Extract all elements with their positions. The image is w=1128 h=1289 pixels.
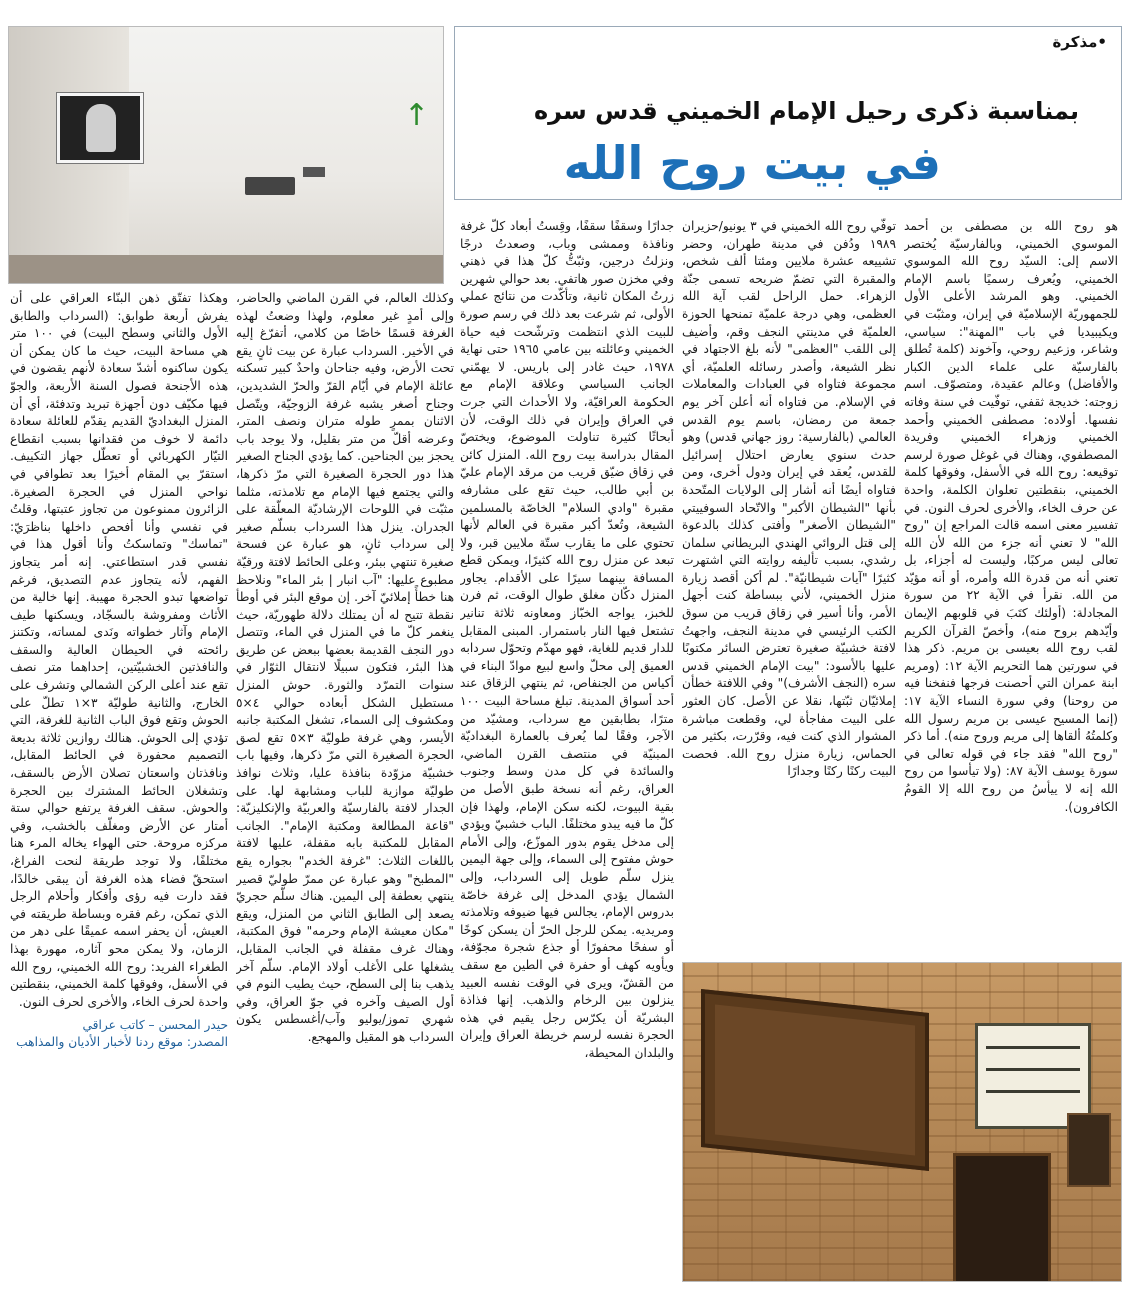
- subtitle: بمناسبة ذكرى رحيل الإمام الخميني قدس سره: [534, 97, 1079, 125]
- house-doorway: [953, 1153, 1051, 1282]
- article-column-5: [10, 290, 228, 1282]
- house-entrance-photo: [682, 962, 1122, 1282]
- wall-shelf-books: [245, 177, 295, 195]
- column-text: هو روح الله بن مصطفى بن أحمد الموسوي الخميني، وبالفارسيّة يُختصر الاسم إلى: السيّد روح الله الموسوي الخميني، ويُعرف رسميًا باسم الإمام الخميني. وهو المرشد الأعلى الأول للجمهوريّة الإسلاميّة في إيران، ومثبّت في ويكيبيديا في باب "المهنة": سياسي، وشاعر، وزعيم روحي، وآخوند (كلمة تُطلق بالفارسيّة على علماء الدين الكبار والأفاضل) وعالم عقيدة، ومتصوّف. اسم زوجته: خديجة ثقفي، توفّيت في سنة وفاته نفسها. أولاده: مصطفى الخميني وأحمد الخميني وزهراء الخميني وفريدة المصطفوي، وهناك في غوغل صورة لرسم توقيعه: روح الله في الأسفل، وفوقها كلمة الخميني، بنقطتين تعلوان الكلمة، واحدة عن حرف الخاء، والأخرى لحرف النون. في تفسير معنى اسمه قالت المراجع إن "روح الله" لا تعني أنه جزء من الله لأن الله تعالى ليس مركبًا، وليست له أجزاء، بل تعني أنه من قدرة الله وأمره، أو أنه مؤيّد من الله. نقرأ في الآية ٢٢ من سورة المجادلة: (أولئك كتَبَ في قلوبهم الإيمان وأيّدهم بروح منه)، وأخصّ القرآن الكريم لقب روح الله بعيسى بن مريم. ذكر هذا في سورتين هما التحريم الآية ١٢: (ومريم ابنة عمران التي أحصنت فرجها فنفخنا فيه من روحنا) وفي سورة النساء الآية ١٧: (إنما المسيح عيسى بن مريم رسول الله وكلمتُهُ ألقاها إلى مريم وروح منه). أما ذكر "روح الله" فقد جاء في قوله تعالى في سورة يوسف الآية ٨٧: (ولا تيأسوا من روح الله إنه لا ييأسُ من روح الله إلا القومُ الكافرون).: [904, 219, 1118, 814]
- arrow-up-icon: ↑: [403, 98, 429, 133]
- source-byline: المصدر: موقع ردنا لأخبار الأديان والمذاهب: [16, 1035, 228, 1050]
- room-photo: [8, 26, 444, 284]
- title-box: [454, 26, 1122, 200]
- column-text: وكذلك العالم، في القرن الماضي والحاضر، وإلى أمدٍ غير معلوم، ولهذا وضعتُ لهذه الغرفة قسمًا خاصًا من كلامي، أتفرّغ إليه في الأخير. السرداب عبارة عن بيت ثانٍ يقع تحت الأرض، وفيه جناحان واحدٌ كبير تسكنه عائلة الإمام في أيّام القرّ والحرّ الشديدين، وجناح أصغر يشبه غرفة الزوجيّة، ويتّصل الاثنان بممرٍ طوله متران ونصف المتر، وعرضه أقلّ من متر بقليل، ولا يوجد باب يحجز بين الجناحين. كما يؤدي الجناح الصغير هذا دور الحجرة الصغيرة التي مرّ ذكرها، والتي يجتمع فيها الإمام مع تلامذته، مثلما مثبّت في اللوحات الإرشاديّة المعلّقة على الجدران. ينزل هذا السرداب بسلّم صغير إلى سرداب ثانٍ، هو عبارة عن فسحة صغيرة تنتهي ببئر، وعلى الحائط لافتة ورقيّة مطبوع عليها: "آب انبار | بئر الماء" ونلاحظ هنا خطأً إملائيّ آخر. إن موقع البئر في أوطأ نقطة تتيح له أن يمتلك دلالة طهوريّة، حيث ينغمر كلّ ما في المنزل في الماء، وتتصل دور النجف القديمة بعضها ببعض عن طريق هذا البئر، فتكون سبيلًا لانتقال الثوّار في سنوات التمرّد والثورة. حوش المنزل مستطيل الشكل أبعاده حوالي ٤×٥ ومكشوف إلى السماء، تشغل المكتبة جانبه الأيسر، وهي غرفة طوليّة ٣×٥ تقع لصق الحجرة الصغيرة التي مرّ ذكرها، وفيها باب خشبيّة مزوّدة بنافذة عليا، وثلاث نوافذ طوليّة موازية للباب ومشابهة لها. على الجدار لافتة بالفارسيّة والعربيّة والإنكليزيّة: "قاعة المطالعة ومكتبة الإمام". الجانب المقابل للمكتبة بابه مقفلة، عليها لافتة باللغات الثلاث: "غرفة الخدم" بجواره يقع "المطبخ" وهو عبارة عن ممرّ طوليّ قصير ينتهي بعطفة إلى اليمين. هناك سلّم حجريّ يصعد إلى الطابق الثاني من المنزل، ويقع "مكان معيشة الإمام وحرمه" فوق المكتبة، وهناك غرف مقفلة في الجانب المقابل، يشغلها على الأغلب أولاد الإمام. سلّم آخر يذهب بنا إلى السطح، حيث يطيب النوم في أول الصيف وآخره في جوّ العراق، وفي شهري تموز/يوليو وآب/أغسطس يكون السرداب هو المقيل والمهجع.: [236, 291, 454, 1044]
- article-column-1: [904, 218, 1118, 958]
- article-column-4: [236, 290, 454, 1282]
- article-column-3: [460, 218, 674, 1282]
- wall-shelf-item: [303, 167, 325, 177]
- room-floor: [9, 255, 443, 283]
- column-text: وهكذا تفتّق ذهن البنّاء العراقي على أن يفرش أربعة طوابق: (السرداب والطابق الأول والثاني وسطح البيت) في ١٠٠ متر هي مساحة البيت، حيث ما كان يمكن أن يكون ساكنوه أشدّ سعادة لأنهم يقضون في هذه الأجنحة فصول السنة الأربعة، والجوّ فيها مكيّف دون أجهزة تبريد وتدفئة، أي أن المنزل البغداديّ القديم يقدّم للعائلة سعادة دائمة لا خوف من فقدانها بسبب انقطاع التيّار الكهربائي أو تعطّل جهاز التكييف. استقرّ بي المقام أخيرًا بعد تطوافي في نواحي المنزل في الحجرة الصغيرة. الزائرون ممنوعون من تجاوز عتبتها، وقلتُ في نفسي وأنا أفحص داخلها بناظرَيّ: "تماسك" وتماسكتُ وأنا أقول هذا في نفسي قدر استطاعتي. إنه أمر يتجاوز الفهم، لأنه يتجاوز عدم التصديق، فرغم تواضعها تبدو الحجرة مهيبة. إنها خالية من الأثاث ومفروشة بالسجّاد، ويسكنها طيف الإمام وآثار خطواته ونَدى لمساته، وتكتنز رائحته في الحيطان العالية والسقف والنافذتين الخشبيّتين، إحداهما متر نصف تقع عند أعلى الركن الشمالي وتشرف على الخارج، والثانية طوليّة ٣×١ تطلّ على الحوش وتقع فوق الباب الثانية للغرفة، التي تؤدي إلى الحوش. هنالك روازين ثلاثة بديعة التصميم محفورة في الحائط المقابل، ونافذتان واسعتان تصلان الأرض بالسقف، وتشغلان الحائط المشترك بين الحجرة والحوش. سقف الغرفة يرتفع حوالي ستة أمتار عن الأرض ومغلّف بالخشب، وفي مركزه مروحة. حتى الهواء يخاله المرء هنا مختلفًا، ولا توجد طريقة لنحت الفراغ، استحقّ فضاء هذه الغرفة أن يبقى خالدًا، فقد دارت فيه رؤى وأفكار وأحلام الرجل الذي تمكن، رغم فقره وبساطة طريقته في العيش، أن يحفر اسمه عميقًا على دهر من الزمان، ولا يمكن محو آثاره، مهورة بهذا الطغراء الفريد: روح الله الخميني، روح الله في الأسفل، وفوقها كلمة الخميني، بنقطتين واحدة لحرف الخاء، والأخرى لحرف النون.: [10, 291, 228, 1009]
- wooden-plaque: [701, 989, 929, 1171]
- headline: في بيت روح الله: [563, 136, 941, 190]
- section-kicker: •مذكرة: [1052, 33, 1107, 51]
- article-column-2: [682, 218, 896, 958]
- column-text: جدارًا وسقفًا سقفًا، وقِستُ أبعاد كلّ غرفة ونافذة وممشى وباب، وصعدتُ درجًا ونزلتُ درجين، وثبّتُّ كلّ هذا في ذهني وفي مخزن صور هاتفي. بعد حوالي شهرين زرتُ المكان ثانية، وتأكّدت من نتائج عملي الأولى، ثم شرعت بعد ذلك في رسم صورة للبيت الذي انتظمت وترشّحت فيه حياة الخميني وعائلته بين عامي ١٩٦٥ حتى نهاية ١٩٧٨، حيث غادر إلى باريس. لا يهمّني الجانب السياسي وعلاقة الإمام مع الحكومة العراقيّة، ولا الأحداث التي جرت في العراق وإيران في ذلك الوقت، لأن أبحاثًا كثيرة تناولت الموضوع، ويختصّ المقال بدراسة بيت روح الله. المنزل كائن في زقاق ضيّق قريب من مرقد الإمام عليّ بن أبي طالب، حيث تقع على مشارفه مقبرة "وادي السلام" الخاصّة بالمسلمين الشيعة، وتُعدّ أكبر مقبرة في العالم لأنها تحتوي على ما يقارب ستّة ملايين قبر، ولا تبعد عن منزل روح الله كثيرًا، ويمكن قطع المسافة بينهما سيرًا على الأقدام. يجاور المنزل دكّان مغلق طوال الوقت، ثم فرن للخبز، يواجه الخبّاز ومعاونه ثلاثة تنانير تشتعل فيها النار باستمرار. المبنى المقابل للدار قديم للغاية، فهو مهدّم وتحوّل سردابه العميق إلى محلّ واسع لبيع موادّ البناء في أكياس من الجنفاص، ثم ينتهي الزقاق عند أحد أسواق المدينة. تبلغ مساحة البيت ١٠٠ مترًا، بطابقين مع سرداب، ومشيّد من الآجر، وفقًا لما يُعرف بالعمارة البغداديّة المبنيّة في منتصف القرن الماضي، والسائدة في كل مدن وسط وجنوب العراق، رغم أنه نسخة طبق الأصل من بقية البيوت، لكنه سكن الإمام، ولهذا فإن كلّ ما فيه يبدو مختلفًا. الباب خشبيّ ويؤدي إلى مدخل يقوم بدور الموزّع، وإلى الأمام حوش مفتوح إلى السماء، وإلى جهة اليمين ينزل سلّم طويل إلى السرداب، وإلى الشمال يؤدي المدخل إلى غرفة خاصّة بدروس الإمام، يجالس فيها ضيوفه وتلامذته ومريديه. يمكن للرجل الحرّ أن يسكن كوخًا أو سفحًا محفورًا أو جذع شجرة مجوّفة، ويأويه كهف أو حفرة في الطين مع سقف من القشّ، ويرى في الوقت نفسه العبيد ينزلون بين الرخام والذهب. إنها فذاذة البشريّة أن يكرّس رجل يقيم في هذه الحجرة نفسه لرسم خريطة العراق وإيران والبلدان المحيطة،: [460, 219, 674, 1060]
- author-byline: حيدر المحسن – كاتب عراقي: [82, 1018, 228, 1033]
- portrait-frame: [57, 93, 143, 163]
- wooden-window: [1067, 1113, 1111, 1187]
- column-text: توفّي روح الله الخميني في ٣ يونيو/حزيران ١٩٨٩ ودُفن في مدينة طهران، وحضر تشييعه عشرة ملايين ومئتا ألف شخص، والمقبرة التي تضمّ ضريحه تسمى جنّة الزهراء. حمل الراحل لقب آية الله العظمى، وهي درجة علميّة تمنحها الحوزة العلميّة في مدينتي النجف وقم، وأضيف إلى اللقب "العظمى" لأنه بلغ الاجتهاد في نظر الشيعة، وأصدر رسائله العلميّة، أي مجموعة فتاواه في العبادات والمعاملات في الإسلام. من فتاواه أنه أعلن آخر يوم جمعة من رمضان، باسم يوم القدس العالمي (بالفارسية: روز جهاني قدس) وهو حدث سنوي يعارض احتلال إسرائيل للقدس، يُعقد في إيران ودول أخرى، ومن فتاواه أيضًا أنه أشار إلى الولايات المتّحدة بأنها "الشيطان الأكبر" والاتّحاد السوفييتي "الشيطان الأصغر" وأفتى كذلك بالدعوة إلى قتل الروائي الهندي البريطاني سلمان رشدي، بسبب تأليفه روايته التي اشتهرت كثيرًا "آيات شيطانيّة". لم أكن أقصد زيارة منزل الخميني، لأني ببساطة كنت أجهل الأمر، وأنا أسير في زقاق قريب من سوق الكتب الرئيسي في مدينة النجف، واجهتُ لافتة خشبيّة صغيرة تعترض السائر مكتوبًا عليها بالأسود: "بيت الإمام الخميني قدس سره (النجف الأشرف)" وفي اللافتة خطأن إملائيّان ثبّتها، نقلا عن الأصل. كان العثور على البيت مفاجأة لي، وقطعت مباشرة المشوار الذي كنت فيه، وقرّرت، بكثير من الحماس، زيارة منزل روح الله. فحصت البيت ركنًا ركنًا وجدارًا: [682, 219, 896, 779]
